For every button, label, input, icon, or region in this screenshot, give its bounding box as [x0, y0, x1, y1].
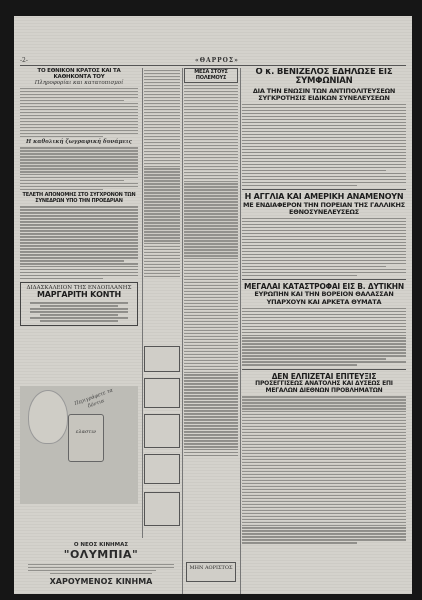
article-headline: ΜΕΓΑΛΑΙ ΚΑΤΑΣΤΡΟΦΑΙ ΕΙΣ Β. ΔΥΤΙΚΗΝ	[244, 282, 404, 292]
column-divider	[240, 68, 241, 594]
article-headline: ΔΕΝ ΕΛΠΙΖΕΤΑΙ ΕΠΙΤΕΥΞΙΣ	[271, 371, 377, 381]
ad-line: Ο ΝΕΟΣ ΚΙΝΗΜΑΣ	[73, 542, 129, 548]
column-3	[184, 68, 238, 458]
small-advertisement	[144, 414, 180, 448]
small-advertisement	[144, 492, 180, 526]
woman-portrait	[28, 390, 68, 444]
ad-slogan: Περιγράφετε τα δόντια	[73, 387, 114, 410]
article-subheadline: ΜΕ ΕΝΔΙΑΦΕΡΟΝ ΤΗΝ ΠΟΡΕΙΑΝ ΤΗΣ ΓΑΛΛΙΚΗΣ ΕΘΝΟΣΥΝΕΛΕΥΣΕΩΣ	[243, 200, 405, 216]
product-label: ελαστιν	[75, 429, 97, 435]
masthead	[20, 54, 406, 66]
signature-box	[186, 562, 236, 582]
column-header: ΜΕΣΑ ΣΤΟΥΣ ΠΟΛΕΜΟΥΣ	[184, 68, 238, 83]
column-4	[242, 68, 406, 545]
article-subhead: Πληροφορίαι και κατατοπισμοί	[34, 80, 124, 87]
school-advertisement	[20, 282, 138, 326]
column-1	[20, 68, 138, 326]
cinema-tagline: ΧΑΡΟΥΜΕΝΟΣ ΚΙΝΗΜΑ	[49, 577, 153, 587]
small-advertisement	[144, 346, 180, 372]
kalodont-advertisement	[20, 386, 138, 504]
small-advertisement	[144, 378, 180, 408]
main-subheadline: ΔΙΑ ΤΗΝ ΕΝΩΣΙΝ ΤΩΝ ΑΝΤΙΠΟΛΙΤΕΥΣΕΩΝ ΣΥΓΚΡΟΤΗΣΙΣ ΕΙΔΙΚΩΝ ΣΥΝΕΛΕΥΣΕΩΝ	[252, 86, 396, 102]
newspaper-page	[14, 16, 412, 594]
column-divider	[182, 68, 183, 594]
article-subheadline: ΠΡΟΣΕΓΓΙΣΕΩΣ ΑΝΑΤΟΛΗΣ ΚΑΙ ΔΥΣΕΩΣ ΕΠΙ ΜΕΓΑΛΩΝ ΔΙΕΘΝΩΝ ΠΡΟΒΛΗΜΑΤΩΝ	[255, 379, 393, 394]
article-headline: Η ΑΓΓΛΙΑ ΚΑΙ ΑΜΕΡΙΚΗ ΑΝΑΜΕΝΟΥΝ	[244, 191, 404, 201]
article-headline: ΤΕΛΕΤΗ ΑΠΟΝΟΜΗΣ ΣΤΟ ΣΥΓΧΡΟΝΟΝ ΤΩΝ ΣΥΝΕΔΡΩΝ ΥΠΟ ΤΗΝ ΠΡΟΕΔΡΙΑΝ	[22, 192, 136, 204]
article-subhead: Η καθολική ζωγραφική δυνάμεις	[26, 139, 132, 146]
main-headline: Ο κ. ΒΕΝΙΖΕΛΟΣ ΕΔΗΛΩΣΕ ΕΙΣ ΣΥΜΦΩΝΙΑΝ	[255, 68, 393, 87]
product-can	[68, 414, 104, 462]
ad-name: ΜΑΡΓΑΡΙΤΗ ΚΟΝΤΗ	[37, 290, 121, 300]
article-headline: ΤΟ ΕΘΝΙΚΟΝ ΚΡΑΤΟΣ ΚΑΙ ΤΑ ΚΑΘΗΚΟΝΤΑ ΤΟΥ	[37, 68, 121, 81]
column-2	[144, 68, 180, 279]
newspaper-title: «ΘΑΡΡΟΣ»	[195, 56, 239, 64]
page-number: -2-	[20, 56, 28, 64]
signature-text: ΜΗΝ ΑΟΡΙΣΤΟΣ	[189, 565, 233, 571]
cinema-name: "ΟΛΥΜΠΙΑ"	[63, 548, 139, 561]
article-subheadline: ΕΥΡΩΠΗΝ ΚΑΙ ΤΗΝ ΒΟΡΕΙΟΝ ΘΑΛΑΣΣΑΝ ΥΠΑΡΧΟΥΝ ΚΑΙ ΑΡΚΕΤΑ ΘΥΜΑΤΑ	[254, 290, 394, 306]
ad-heading: ΔΙΔΑΣΚΑΛΕΙΟΝ ΤΗΣ ΕΝΔΟΠΛΑΝΗΣ	[26, 285, 132, 292]
cinema-advertisement	[20, 542, 182, 590]
small-advertisement	[144, 454, 180, 484]
column-divider	[142, 68, 143, 538]
